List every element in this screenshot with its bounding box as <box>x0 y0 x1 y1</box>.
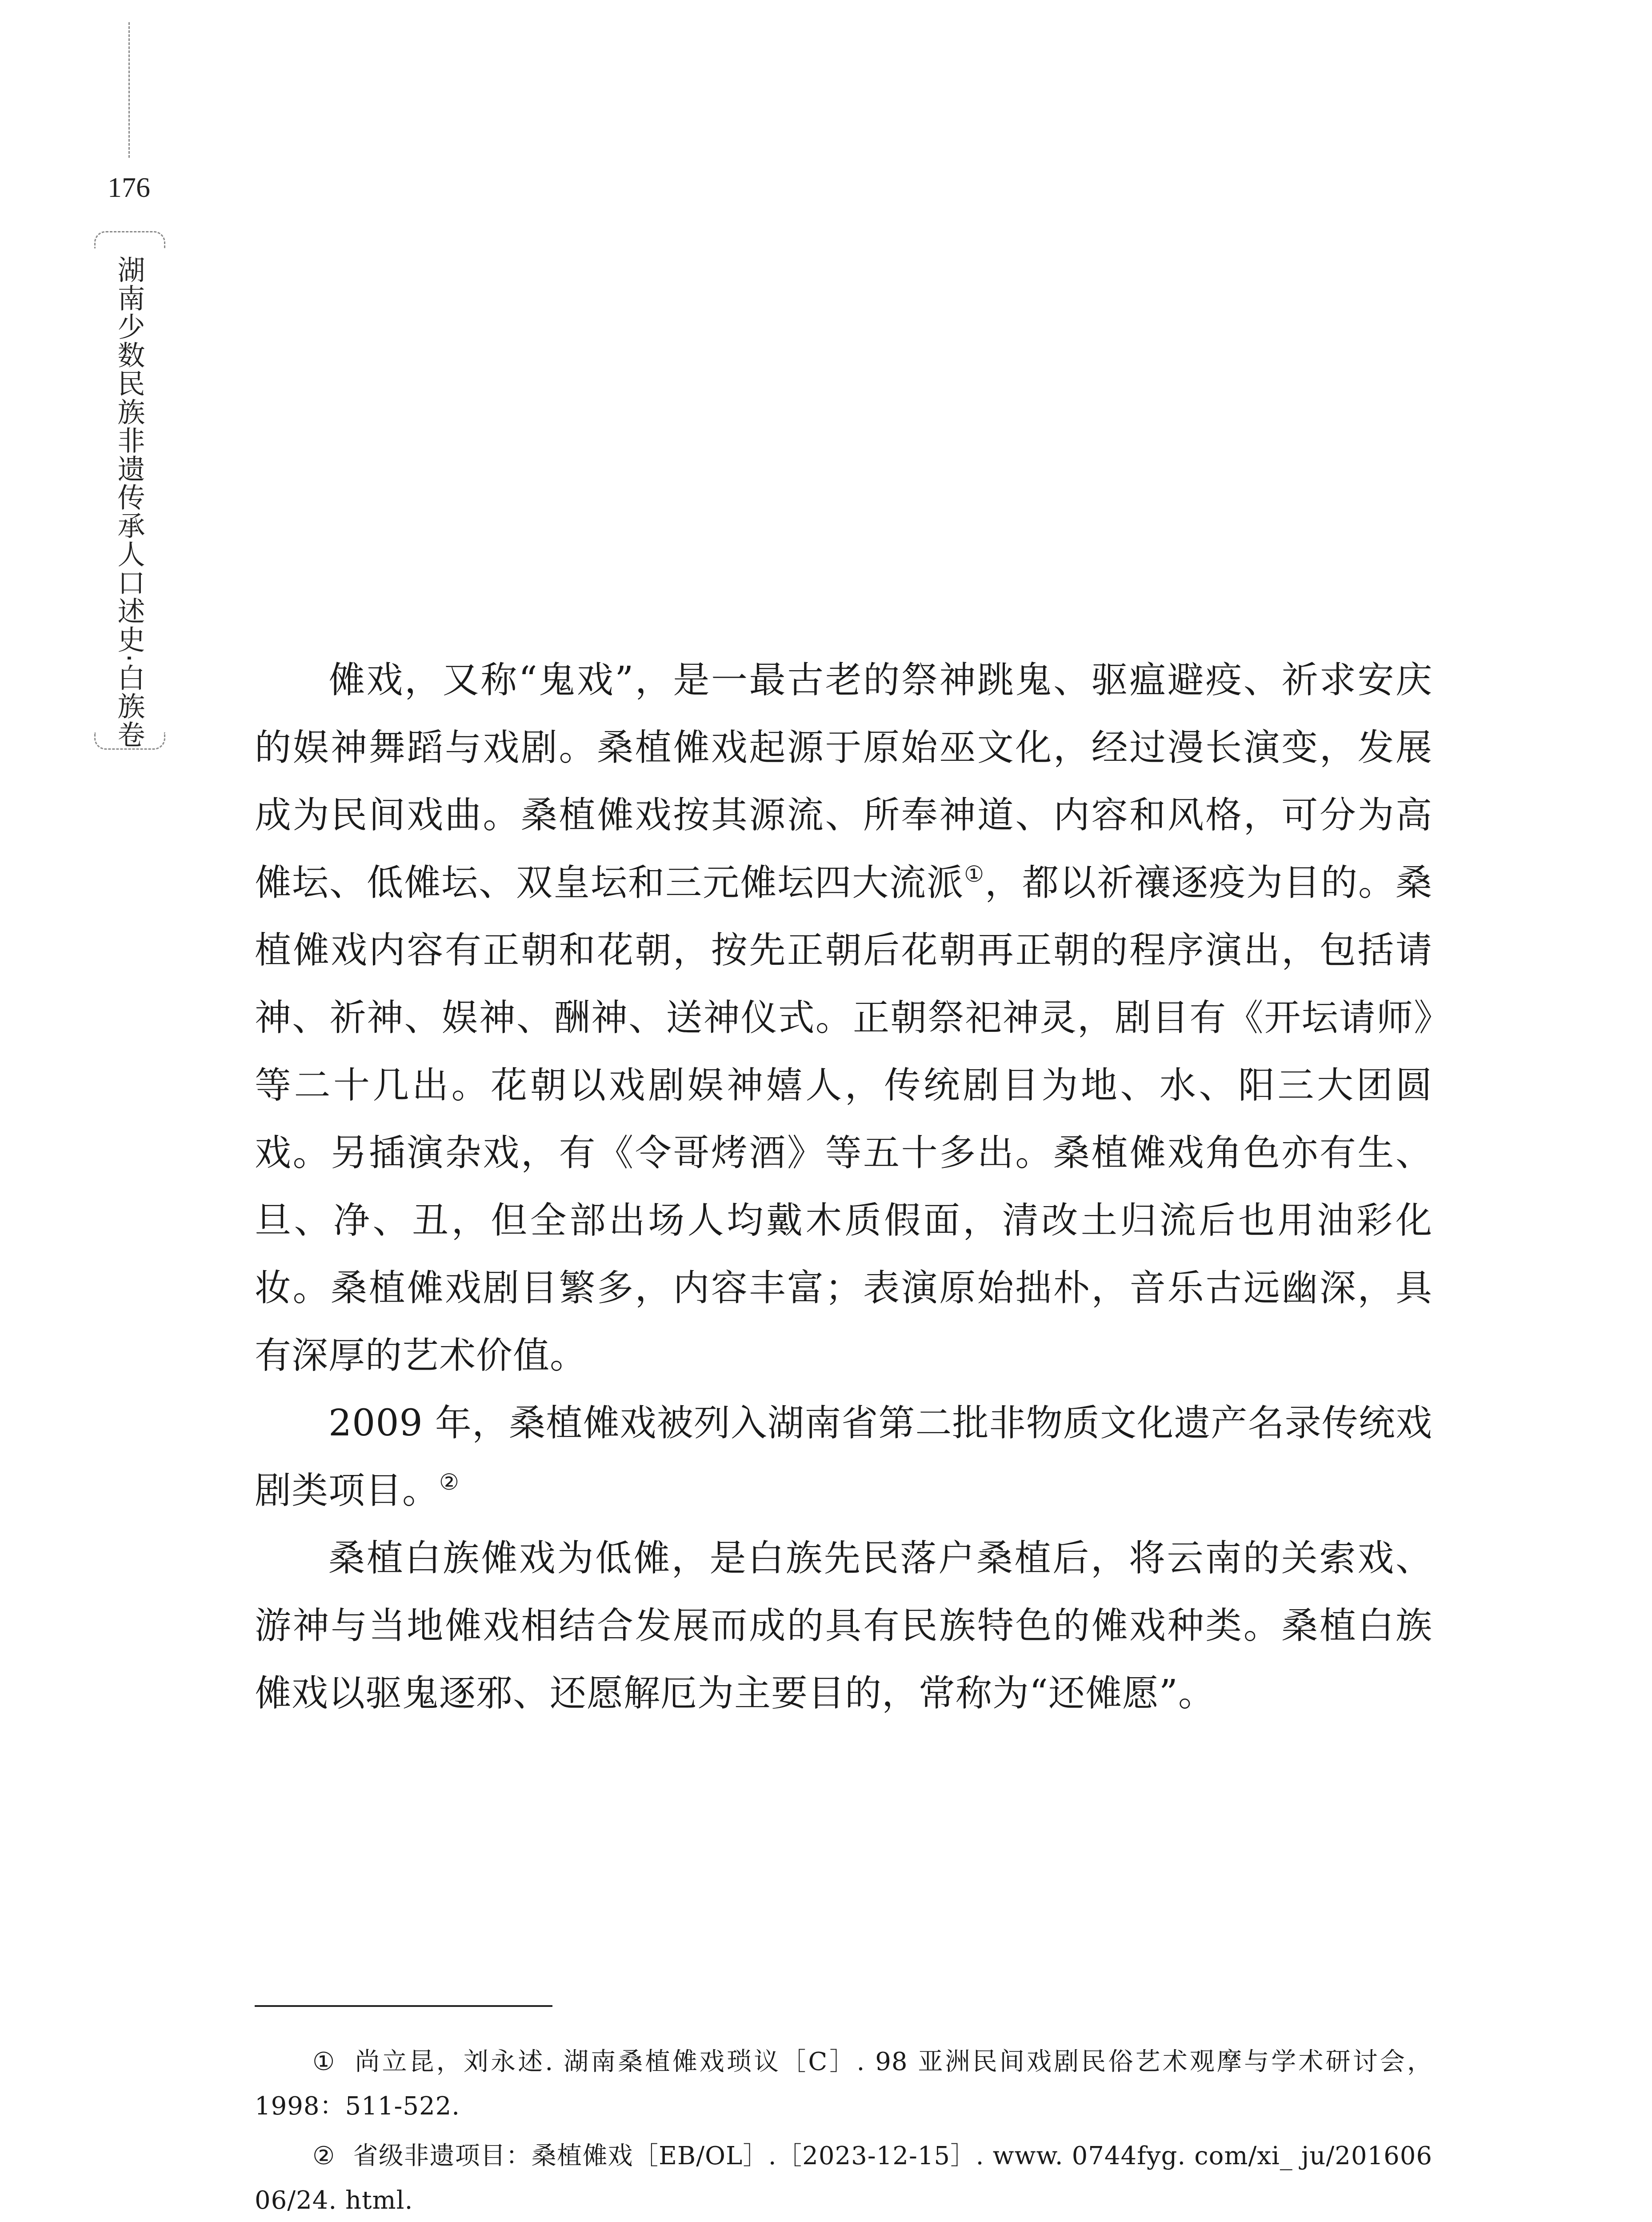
paragraph-3 <box>255 1525 1432 1727</box>
footnote-2-mark: ② <box>312 2142 336 2170</box>
paragraph-2-text: 2009 年，桑植傩戏被列入湖南省第二批非物质文化遗产名录传统戏剧类项目。 <box>255 1402 1432 1512</box>
footnote-1-mark: ① <box>312 2047 336 2076</box>
footnote-2 <box>255 2134 1432 2222</box>
footnote-1 <box>255 2040 1432 2129</box>
margin-rule-top <box>128 22 130 158</box>
paragraph-1-text-b: ，都以祈禳逐疫为目的。桑植傩戏内容有正朝和花朝，按先正朝后花朝再正朝的程序演出，包括请神、祈神、娱神、酬神、送神仪式。正朝祭祀神灵，剧目有《开坛请师》等二十几出。花朝以戏剧娱神嬉人，传统剧目为地、水、阳三大团圆戏。另插演杂戏，有《令哥烤酒》等五十多出。桑植傩戏角色亦有生、旦、净、丑，但全部出场人均戴木质假面，清改土归流后也用油彩化妆。桑植傩戏剧目繁多，内容丰富；表演原始拙朴，音乐古远幽深，具有深厚的艺术价值。 <box>255 862 1432 1377</box>
footnotes <box>255 2040 1432 2222</box>
footnote-ref-2[interactable]: ② <box>439 1469 460 1495</box>
footnote-separator <box>255 2005 552 2007</box>
footnote-1-text: 尚立昆，刘永述. 湖南桑植傩戏琐议［C］. 98 亚洲民间戏剧民俗艺术观摩与学术研讨会，1998：511-522. <box>255 2047 1433 2121</box>
paragraph-1-text-a: 傩戏，又称“鬼戏”，是一最古老的祭神跳鬼、驱瘟避疫、祈求安庆的娱神舞蹈与戏剧。桑植傩戏起源于原始巫文化，经过漫长演变，发展成为民间戏曲。桑植傩戏按其源流、所奉神道、内容和风格，可分为高傩坛、低傩坛、双皇坛和三元傩坛四大流派 <box>255 659 1432 904</box>
footnote-ref-1[interactable]: ① <box>964 861 985 887</box>
page-number: 176 <box>108 172 150 203</box>
title-bracket-top <box>94 231 165 248</box>
paragraph-3-text: 桑植白族傩戏为低傩，是白族先民落户桑植后，将云南的关索戏、游神与当地傩戏相结合发展而成的具有民族特色的傩戏种类。桑植白族傩戏以驱鬼逐邪、还愿解厄为主要目的，常称为“还傩愿”。 <box>255 1537 1432 1714</box>
body-text <box>255 647 1432 1727</box>
running-title: 湖南少数民族非遗传承人口述史·白族卷 <box>113 256 145 749</box>
paragraph-2 <box>255 1390 1432 1525</box>
paragraph-1 <box>255 647 1432 1390</box>
title-bracket-bottom <box>94 732 165 750</box>
footnote-2-text: 省级非遗项目：桑植傩戏［EB/OL］.［2023-12-15］. www. 0744fyg. com/xi_ ju/201606 06/24. html. <box>255 2142 1432 2215</box>
